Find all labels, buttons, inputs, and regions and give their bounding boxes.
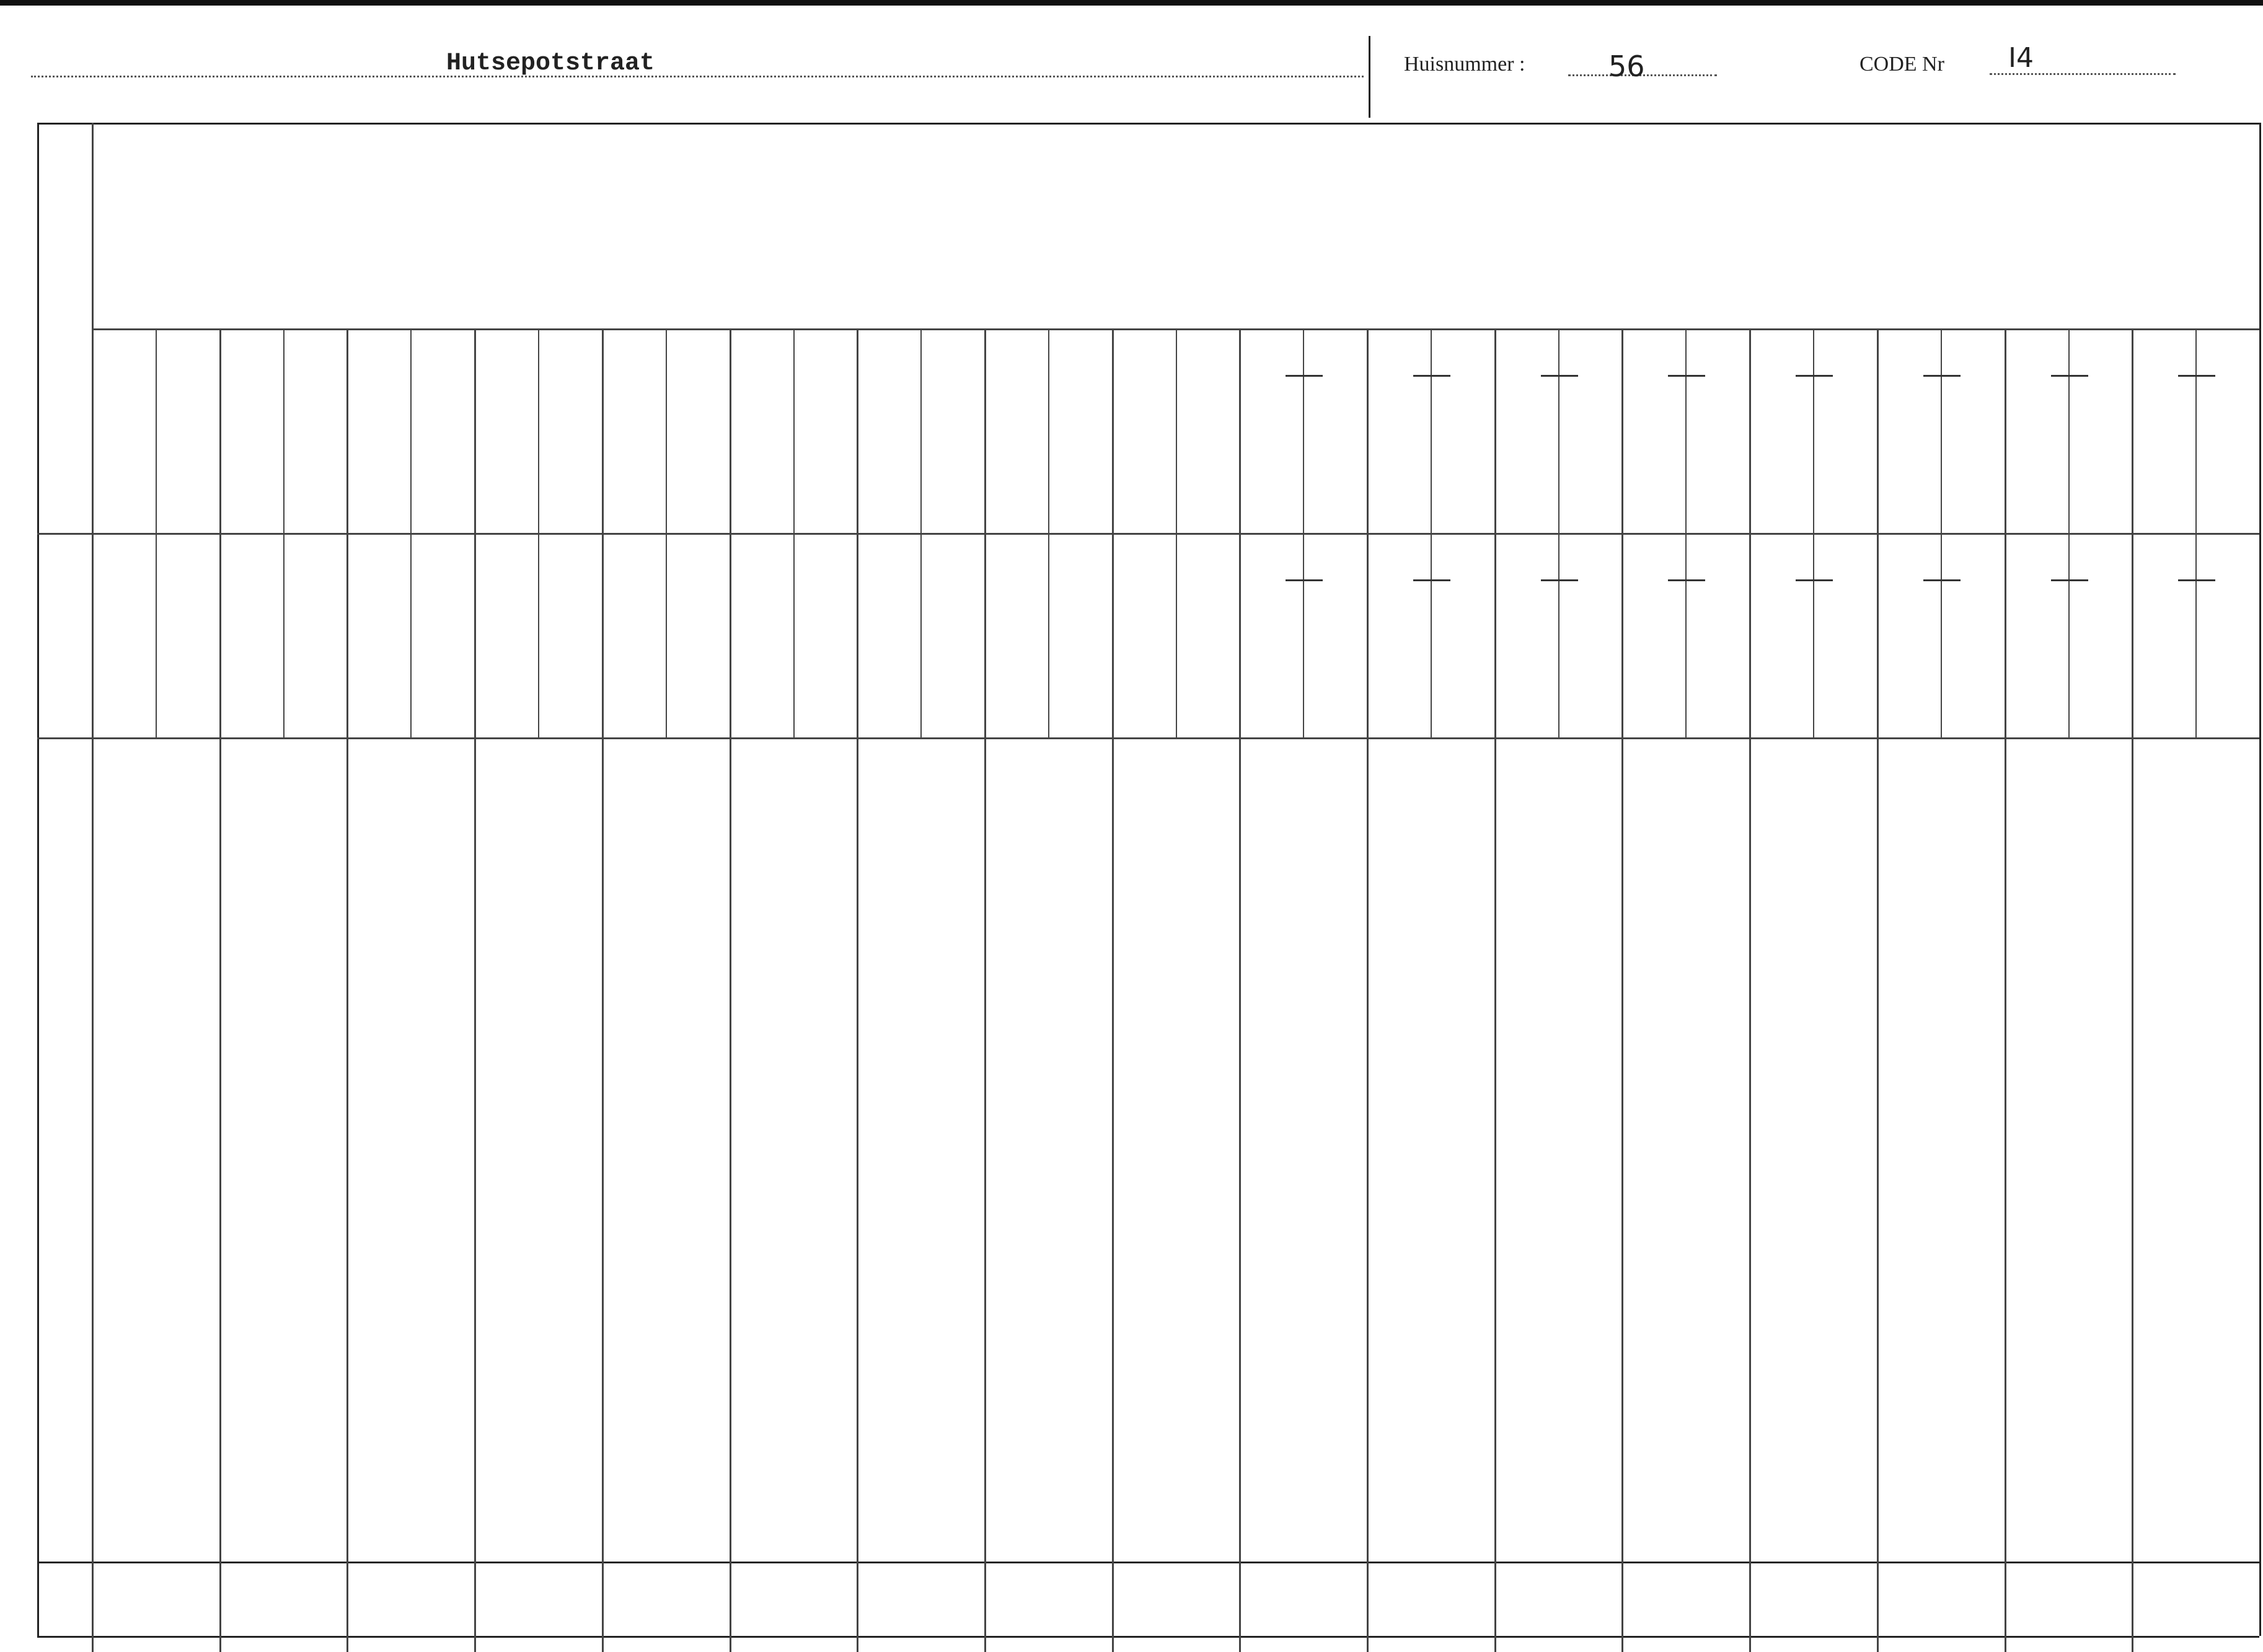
code-value: I4 [2008, 42, 2034, 74]
bottom-tick [92, 1636, 94, 1652]
column-line [346, 328, 348, 1636]
column-line [2132, 328, 2133, 1636]
street-dotted-line [31, 76, 1364, 77]
sub-column-line [1685, 328, 1687, 737]
street-name: Hutsepotstraat [446, 50, 655, 77]
sub-column-line [410, 328, 412, 737]
bottom-tick [2005, 1636, 2006, 1652]
empty-dash [1413, 579, 1450, 581]
column-line [474, 328, 476, 1636]
bottom-tick [1112, 1636, 1114, 1652]
empty-dash [2051, 375, 2088, 377]
sub-column-line [1303, 328, 1304, 737]
empty-dash [1541, 579, 1578, 581]
top-border [0, 0, 2263, 6]
empty-dash [1923, 375, 1961, 377]
empty-dash [1796, 375, 1833, 377]
bottom-tick [219, 1636, 221, 1652]
column-line [1112, 328, 1114, 1636]
bottom-tick [1749, 1636, 1751, 1652]
column-line [857, 328, 858, 1636]
column-line [92, 123, 94, 1636]
sub-column-line [920, 328, 922, 737]
empty-dash [1286, 375, 1323, 377]
empty-dash [1668, 375, 1705, 377]
bottom-tick [1621, 1636, 1623, 1652]
empty-dash [2178, 375, 2215, 377]
sub-column-line [1813, 328, 1814, 737]
sub-column-line [1941, 328, 1942, 737]
bottom-tick [730, 1636, 731, 1652]
column-line [1621, 328, 1623, 1636]
sub-column-line [2068, 328, 2070, 737]
sub-column-line [538, 328, 539, 737]
house-number-label: Huisnummer : [1404, 53, 1525, 76]
column-line [219, 328, 221, 1636]
bottom-tick [1494, 1636, 1496, 1652]
in-top-line [37, 533, 2259, 535]
sub-column-line [1431, 328, 1432, 737]
bewoners-top-line [37, 737, 2259, 739]
bottom-tick [1877, 1636, 1879, 1652]
sub-column-line [2195, 328, 2197, 737]
sub-column-line [1176, 328, 1177, 737]
bottom-tick [474, 1636, 476, 1652]
column-line [2005, 328, 2006, 1636]
table-left-border [37, 123, 39, 1636]
sub-column-line [283, 328, 285, 737]
column-line [1239, 328, 1241, 1636]
sub-column-line [793, 328, 795, 737]
empty-dash [1668, 579, 1705, 581]
column-line [1749, 328, 1751, 1636]
header-divider [1369, 36, 1370, 118]
bottom-tick [602, 1636, 604, 1652]
column-line [602, 328, 604, 1636]
empty-dash [1541, 375, 1578, 377]
column-line [1367, 328, 1369, 1636]
sub-column-line [1558, 328, 1559, 737]
table-right-border [2259, 123, 2261, 1636]
table-bottom-border [37, 1636, 2259, 1638]
sub-column-line [1048, 328, 1049, 737]
bottom-tick [346, 1636, 348, 1652]
column-line [1494, 328, 1496, 1636]
empty-dash [2051, 579, 2088, 581]
sub-column-line [156, 328, 157, 737]
column-line [1877, 328, 1879, 1636]
bottom-tick [1239, 1636, 1241, 1652]
code-label: CODE Nr [1859, 53, 1944, 76]
bottom-tick [2132, 1636, 2133, 1652]
bottom-tick [984, 1636, 986, 1652]
empty-dash [1796, 579, 1833, 581]
sub-column-line [666, 328, 667, 737]
column-line [984, 328, 986, 1636]
empty-dash [1923, 579, 1961, 581]
empty-dash [1413, 375, 1450, 377]
table-top-border [37, 123, 2259, 125]
nr-top-line [37, 1562, 2259, 1563]
house-number-value: 56 [1608, 50, 1645, 83]
empty-dash [2178, 579, 2215, 581]
column-line [730, 328, 731, 1636]
bottom-tick [857, 1636, 858, 1652]
bottom-tick [1367, 1636, 1369, 1652]
empty-dash [1286, 579, 1323, 581]
